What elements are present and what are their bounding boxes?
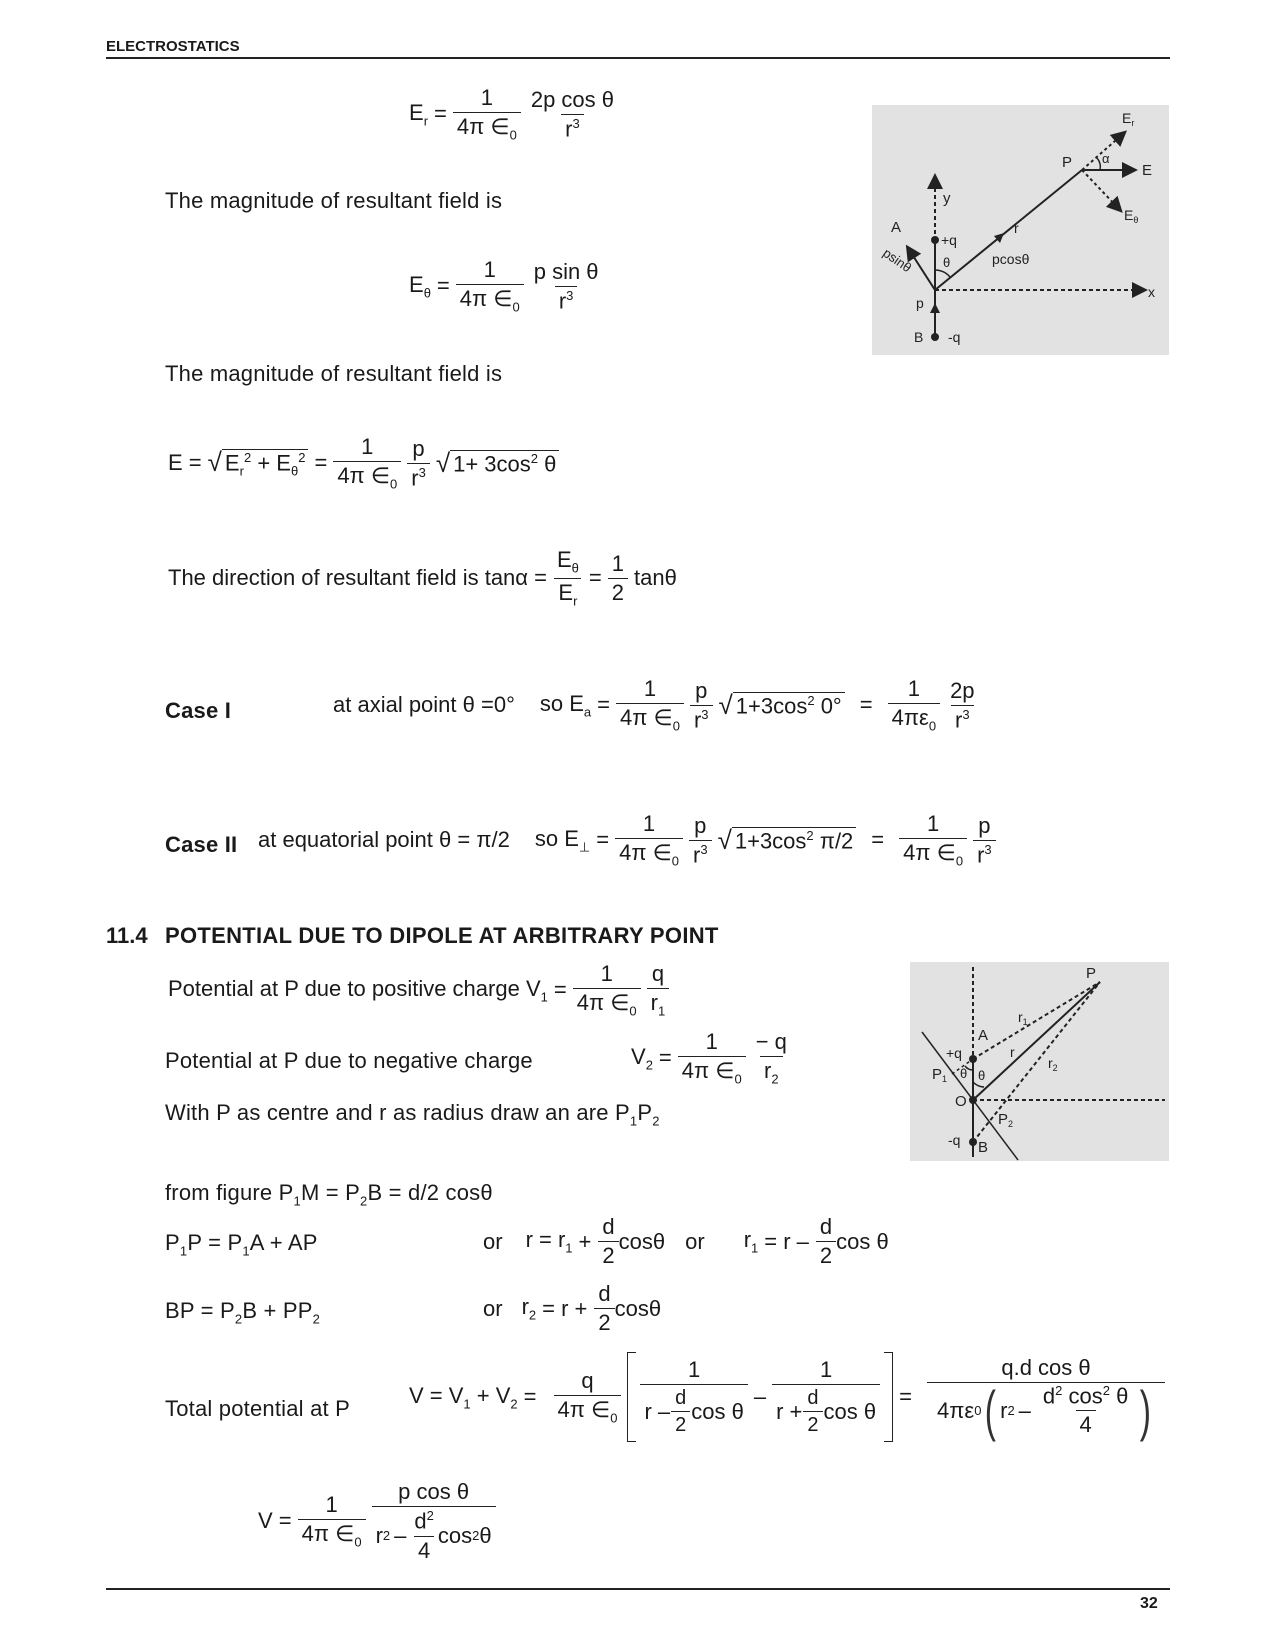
svg-text:psinθ: psinθ <box>880 245 915 276</box>
equation-case-2: at equatorial point θ = π/2 so $E_\perp$ = $\frac{1}{4\pi \in_0}$ $\frac{p}{r^3}$ √ $1+3\cos^2$ π/2 = $\frac{1}{4\pi \in_0}$ $\frac{p}{r^3}$ <box>255 812 999 869</box>
equation-r2: or $r_2$ = r + $\frac{d}{2}$ cosθ <box>483 1281 662 1336</box>
running-title: ELECTROSTATICS <box>106 38 240 55</box>
svg-text:B: B <box>978 1139 989 1156</box>
header-rule <box>106 57 1170 59</box>
text-from-figure: from figure $P_1M = P_2B = d/2$ cosθ <box>165 1180 493 1209</box>
svg-text:P: P <box>1062 154 1073 171</box>
svg-text:+q: +q <box>946 1045 962 1061</box>
svg-text:B: B <box>914 329 924 345</box>
text-magnitude-1: The magnitude of resultant field is <box>165 188 503 213</box>
equation-case-1: at axial point θ =0° so $E_a$ = $\frac{1}{4\pi \in_0}$ $\frac{p}{r^3}$ √ $1+3\cos^2$ 0° = $\frac{1}{4\pi\varepsilon_0}$ $\frac{2p}{r^3}$ <box>333 676 975 734</box>
svg-text:α: α <box>1102 151 1110 166</box>
case-1-label: Case I <box>165 698 232 723</box>
dipole-arrow <box>930 303 940 313</box>
svg-text:P1: $P_1$ <box>932 1066 948 1084</box>
equation-v2: $V_2$ = $\frac{1}{4\pi \in_0}$ $\frac{- q}{r_2}$ <box>631 1029 787 1087</box>
case-2-label: Case II <box>165 832 238 857</box>
etheta-vector <box>1082 170 1120 210</box>
page-number: 32 <box>1140 1595 1158 1612</box>
svg-text:P2: $P_2$ <box>998 1111 1014 1129</box>
positive-charge <box>931 236 939 244</box>
r-line <box>935 170 1082 290</box>
equation-r-r1: or $r = r_1$ + $\frac{d}{2}$ cosθ or $r_1$ = r – $\frac{d}{2}$ cos θ <box>483 1214 889 1269</box>
section-title: POTENTIAL DUE TO DIPOLE AT ARBITRARY POINT <box>165 923 719 948</box>
svg-text:θ: θ <box>978 1068 986 1083</box>
r1-line <box>973 982 1100 1059</box>
svg-text:r: r <box>1010 1044 1015 1060</box>
theta-arc <box>935 270 950 277</box>
svg-text:Eθ: $E_\theta$ <box>1124 207 1139 225</box>
svg-text:r1: $r_1$ <box>1018 1009 1028 1027</box>
footer-rule <box>106 1588 1170 1590</box>
bracket-group: 1 r – $\frac{d}{2}$ cos θ – 1 r + $\frac{d}{2}$ cos θ <box>627 1352 893 1442</box>
text-arc: With P as centre and r as radius draw an are $P_1P_2$ <box>165 1100 660 1129</box>
equation-v1: Potential at P due to positive charge $V_1$ = $\frac{1}{4\pi \in_0}$ $\frac{q}{r_1}$ <box>165 962 672 1019</box>
svg-text:Er: $E_r$ <box>1122 110 1135 128</box>
text-total-potential: Total potential at P <box>165 1396 351 1421</box>
figure-dipole-field <box>872 105 1169 355</box>
svg-text:x: x <box>1148 284 1155 300</box>
figure-dipole-potential <box>910 962 1169 1161</box>
r2-line <box>973 982 1100 1142</box>
svg-text:r2: $r_2$ <box>1048 1055 1058 1073</box>
svg-text:y: y <box>943 190 951 207</box>
svg-text:p: p <box>916 295 924 311</box>
r-line <box>973 982 1100 1100</box>
svg-text:θ: θ <box>960 1066 968 1081</box>
equation-direction: The direction of resultant field is tanα = $\frac{E_\theta}{E_r}$ = $\frac{1}{2}$ tanθ <box>168 547 677 609</box>
svg-text:r: r <box>1014 220 1019 236</box>
svg-text:-q: -q <box>948 329 961 345</box>
text-p1p: $P_1P = P_1A$ + AP <box>165 1230 318 1259</box>
svg-text:O: O <box>955 1093 967 1110</box>
svg-text:E: E <box>1142 162 1153 179</box>
equation-final-v: V = $\frac{1}{4\pi \in_0}$ p cos θ r 2 – $\frac{d^2}{4}$ cos 2 θ <box>255 1480 499 1563</box>
svg-text:A: A <box>978 1027 989 1044</box>
psin-line <box>908 248 935 290</box>
section-number: 11.4 <box>106 923 148 948</box>
svg-text:P: P <box>1086 965 1097 982</box>
equation-er: $E_r$ = $\frac{1}{4\pi \in_0}$ $\frac{\text{2p cos θ}}{r^3}$ <box>409 85 614 143</box>
text-magnitude-2: The magnitude of resultant field is <box>165 361 503 386</box>
svg-text:+q: +q <box>941 232 957 248</box>
text-bp: BP = $P_2B + PP_2$ <box>165 1298 321 1327</box>
svg-text:A: A <box>891 219 902 236</box>
text-v2: Potential at P due to negative charge <box>165 1048 533 1073</box>
equation-etheta: $E_\theta$ = $\frac{1}{4\pi \in_0}$ $\frac{\text{p sin θ}}{r^3}$ <box>409 257 599 315</box>
svg-text:pcosθ: pcosθ <box>992 251 1030 267</box>
equation-total-potential: $V = V_1 + V_2$ = $\frac{q}{4\pi \in_0}$ 1 r – $\frac{d}{2}$ cos θ – 1 r + $\frac{d}{2}$ cos θ = q.d cos θ 4πε 0 ( r 2 – $\frac{d^2 \cos^2 \theta}{4}$ ) <box>406 1352 1168 1442</box>
svg-text:-q: -q <box>948 1132 961 1148</box>
equation-e-resultant: E = √ $E_r^2 + E_\theta^2$ = $\frac{1}{4\pi \in_0}$ $\frac{p}{r^3}$ √ $1+ 3\cos^2$ θ <box>165 435 562 492</box>
negative-charge <box>931 333 939 341</box>
alpha-arc <box>1097 158 1100 170</box>
svg-text:θ: θ <box>943 255 951 270</box>
